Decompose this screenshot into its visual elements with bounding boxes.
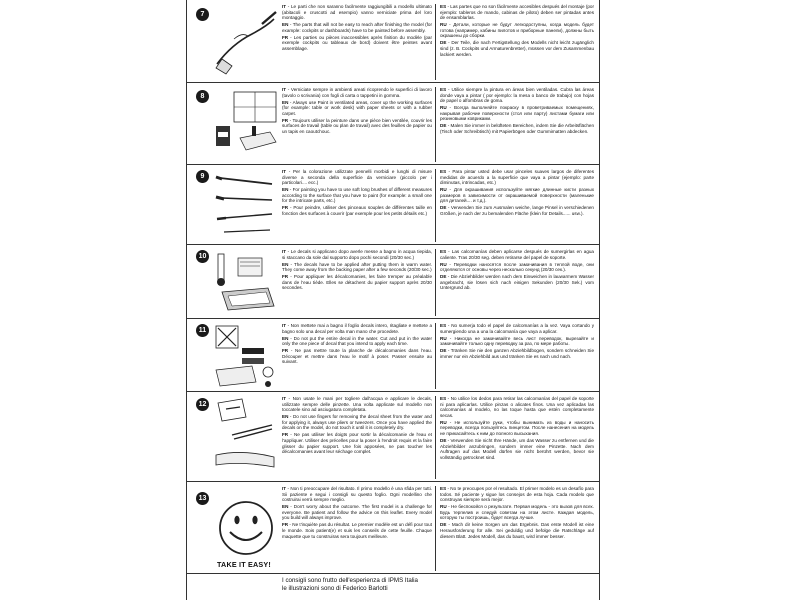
lang-fr-label: FR — [282, 117, 289, 123]
lang-es-label: ES — [440, 169, 447, 174]
step-9-fr: Pour peindre, utiliser des pinceaux souples de différentes taille en fonction des surfaces à couvrir (par exemple pour les petits détails etc.) — [282, 205, 432, 216]
lang-fr-label: FR — [282, 348, 289, 354]
step-10-right-text: ES - Las calcomanías deben aplicarse después de sumergirlas en agua caliente. Tras 20/30 seg. deben retirarse del papel de soporte. RU - Переводки наносятся после замачивания в теплой воде, они отделяются от основы через несколько секунд (20/30 сек.). DE - Die Abziehbilder werden nach dem Einweichen in lauwarmem Wasser angebracht, sie lösen sich nach einigen Sekunden (20/30 Sek.) vom Untergrund ab. — [440, 249, 594, 291]
lang-en-label: EN — [282, 504, 289, 510]
step-number-8: 8 — [196, 90, 209, 103]
ventilated-workspace-illustration — [212, 86, 280, 162]
lang-ru-label: RU — [440, 261, 447, 267]
step-12-right-text: ES - No utilice los dedos para retirar las calcomanías del papel de soporte ni para aplicarlas. Utilice pinzas o alicates finos. Una vez aplicadas las calcomanías al modelo, no las toque hasta que estén completamente secas. RU - Не используйте руки, чтобы вынимать из воды и наносить переводки, всегда пользуйтесь пинцетом. После нанесения на модель не прикасайтесь к ним до полного высыхания. DE - Verwenden Sie nicht Ihre Hände, um das Wasser zu entfernen und die Abziehbilder anzubringen, sondern immer eine Pinzette. Nach dem Auftragen auf das Modell dürfen sie nicht berührt werden, bevor sie vollständig getrocknet sind. — [440, 396, 594, 460]
step-12-it: Non usate le mani per togliere dall'acqua e applicare le decals, utilizzate sempre delle pinzette. Una volta applicate sul modello non toccatele sino ad asciugatura completata. — [282, 396, 432, 413]
lang-es-label: ES — [440, 396, 447, 401]
lang-ru-label: RU — [440, 504, 447, 510]
step-7-left-text: IT - Le parti che non saranno facilmente raggiungibili a modello ultimato (abitacoli e cruscotti ad esempio) vanno verniciate prima del loro montaggio. EN - The parts that will not be easy to reach after finishing the model (for example: cockpits or dashboards) have to be painted before assembly. FR - Les parties ou pièces inaccessibles après finition du modèle (par exemple cockpits ou tableaux de bord) doivent être peintes avant assemblage. — [282, 4, 436, 80]
lang-fr-label: FR — [282, 34, 289, 40]
lang-en-label: EN — [282, 99, 289, 105]
step-number-11: 11 — [196, 324, 209, 337]
step-9-en: For painting you have to use soft long brushes of different measures according to the surface that you have to paint (for example: a small one for the intricate parts, etc.) — [282, 187, 432, 204]
lang-ru-label: RU — [440, 22, 447, 28]
step-10-es: Las calcomanías deben aplicarse después de sumergirlas en agua caliente. Tras 20/30 seg. deben retirarse del papel de soporte. — [440, 249, 594, 260]
step-number-9: 9 — [196, 170, 209, 183]
lang-ru-label: RU — [440, 419, 447, 425]
step-number-13: 13 — [196, 492, 209, 505]
lang-it-label: IT — [282, 169, 287, 174]
step-8-es: Utilice siempre la pintura en áreas bien ventiladas. Cubra las áreas donde vaya a pintar ( por ejemplo: la mesa o banco de trabajo) con hojas de papel o alfombras de goma. — [440, 87, 594, 104]
step-number-12: 12 — [196, 398, 209, 411]
lang-fr-label: FR — [282, 274, 289, 280]
step-12-en: Do not use fingers for removing the decal sheet from the water and for applying it, always use pliers or tweezers. Once you have applied the decals on the model, do not touch it until it is completely dry. — [282, 414, 432, 431]
lang-es-label: ES — [440, 249, 447, 254]
lang-en-label: EN — [282, 22, 289, 28]
step-9-it: Per la colorazione utilizzate pennelli morbidi e lunghi di misure diverse a seconda della superficie da verniciare (piccolo per i particolari.... ecc.) — [282, 169, 432, 186]
lang-en-label: EN — [282, 187, 289, 193]
step-7-it: Le parti che non saranno facilmente raggiungibili a modello ultimato (abitacoli e cruscotti ad esempio) vanno verniciate prima del loro montaggio. — [282, 4, 432, 21]
lang-de-label: DE — [440, 123, 447, 129]
lang-it-label: IT — [282, 87, 287, 92]
step-number-7: 7 — [196, 8, 209, 21]
step-9-de: Verwenden Sie zum Ausmalen weiche, lange Pinsel in verschiedenen Größen, je nach der zu bemalenden Fläche (klein für Details...... usw.). — [440, 205, 594, 216]
step-number-10: 10 — [196, 250, 209, 263]
step-12-fr: Ne pas utiliser les doigts pour sortir la décalcomanie de l'eau et l'appliquer. Utiliser des précelles pour la poser à l'endroit requis et la faire glisser du papier support. Une fois apposées, ne pas toucher les décalcomanies avant leur séchage complet. — [282, 432, 432, 455]
smiley-face-icon — [212, 498, 280, 558]
lang-en-label: EN — [282, 414, 289, 420]
step-12-ru: Не используйте руки, чтобы вынимать из воды и наносить переводки, всегда пользуйтесь пинцетом. После нанесения на модель не прикасайтесь к ним до полного высыхания. — [440, 419, 594, 436]
tweezers-illustration — [212, 395, 280, 479]
step-11-it: Non mettete mai a bagno il foglio decals intero, ritagliate e mettete a bagno solo una decal per volta man mano che procedete. — [282, 323, 433, 334]
brushes-illustration — [212, 168, 280, 242]
step-11-right-text: ES - No sumerja todo el papel de calcomanías a la vez. Vaya cortando y sumergiendo una a una la calcomanía que vaya a aplicar. RU - Никогда не замачивайте весь лист переводок, вырезайте и замачивайте только одну переводку за раз, по мере работы. DE - Tränken Sie nie den ganzen Abziehbildbogen, sondern schneiden Sie immer nur ein Abziehbild aus und tränken Sie es nach und nach. — [440, 323, 594, 359]
step-7-ru: Детали, которые не будут легкодоступны, когда модель будет готова (например, кабины пилотов и приборные панели), должны быть окрашены до сборки. — [440, 22, 594, 39]
step-8-it: Verniciate sempre in ambienti areati ricoprendo le superfici di lavoro (tavolo o scrivania) con fogli di carta o tappetini in gomma. — [282, 87, 432, 98]
step-13-de: Mach dir keine Sorgen um das Ergebnis. Das erste Modell ist eine Herausforderung für alle. Sei geduldig und befolge die Ratschläge auf diesem Blatt. Jedes Modell, das du baust, wird immer besser. — [440, 522, 594, 539]
step-7-es: Las partes que no son fácilmente accesibles después del montaje (por ejemplo: tableros de mando, cabinas de piloto) deben ser pintadas antes de ensamblarlas. — [440, 4, 594, 21]
step-11-ru: Никогда не замачивайте весь лист переводок, вырезайте и замачивайте только одну переводку за раз, по мере работы. — [440, 335, 594, 347]
decal-water-illustration — [212, 248, 280, 316]
lang-it-label: IT — [282, 486, 287, 491]
lang-de-label: DE — [440, 437, 447, 443]
step-13-ru: Не беспокойся о результате. Первая модель - это вызов для всех. Будь терпелив и следуй советам на этом листе. Каждая модель, которую ты построишь, будет всегда лучше. — [440, 504, 594, 521]
lang-fr-label: FR — [282, 522, 289, 528]
step-8-left-text: IT - Verniciate sempre in ambienti areati ricoprendo le superfici di lavoro (tavolo o scrivania) con fogli di carta o tappetini in gomma. EN - Always use Paint in ventilated areas, cover up the working surfaces (for example: table or work desk) with paper sheets or with a rubber carpet. FR - Toujours utiliser la peinture dans une pièce bien ventilée, couvrir les surfaces de travail (table ou plan de travail) avec des feuilles de papier ou un tapis en caoutchouc. — [282, 87, 436, 162]
credits-line-2: le illustrazioni sono di Federico Barlotti — [282, 584, 388, 592]
lang-it-label: IT — [282, 249, 287, 254]
step-11-de: Tränken Sie nie den ganzen Abziehbildbogen, sondern schneiden Sie immer nur ein Abziehbild aus und tränken Sie es nach und nach. — [440, 348, 594, 359]
lang-en-label: EN — [282, 261, 289, 267]
step-10-de: Die Abziehbilder werden nach dem Einweichen in lauwarmem Wasser angebracht, sie lösen sich nach einigen Sekunden (20/30 Sek.) vom Untergrund ab. — [440, 274, 594, 291]
cut-decal-illustration — [212, 322, 280, 390]
step-9-right-text: ES - Para pintar usted debe usar pinceles suaves largos de diferentes medidas de acuerdo a la superficie que vaya a pintar (ejemplo: parte diminutas, intrincadas, etc.) RU - Для окрашивания используйте мягкие длинные кисти разных размеров в зависимости от окрашиваемой поверхности (маленькие для деталей.... и т.д.). DE - Verwenden Sie zum Ausmalen weiche, lange Pinsel in verschiedenen Größen, je nach der zu bemalenden Fläche (klein für Details...... usw.). — [440, 169, 594, 216]
lang-en-label: EN — [282, 335, 289, 341]
step-12-de: Verwenden Sie nicht Ihre Hände, um das Wasser zu entfernen und die Abziehbilder anzubringen, sondern immer eine Pinzette. Nach dem Auftragen auf das Modell dürfen sie nicht berührt werden, bevor sie vollständig getrocknet sind. — [440, 437, 594, 460]
step-8-right-text: ES - Utilice siempre la pintura en áreas bien ventiladas. Cubra las áreas donde vaya a pintar ( por ejemplo: la mesa o banco de trabajo) con hojas de papel o alfombras de goma. RU - Всегда выполняйте покраску в проветриваемых помещениях, накрывая рабочие поверхности (стол или парту) листами бумаги или резиновыми ковриками. DE - Malen Sie immer in belüfteten Bereichen, indem Sie die Arbeitsflächen (Tisch oder Schreibtisch) mit Papierbögen oder Gummimatten abdecken. — [440, 87, 594, 134]
step-11-left-text: IT - Non mettete mai a bagno il foglio decals intero, ritagliate e mettete a bagno solo una decal per volta man mano che procedete. EN - Do not put the entire decal in the water. Cut and put in the water only the one piece of decal that you intend to apply each time. FR - Ne pas mettre toute la planche de décalcomanies dans l'eau. Découper et mettre dans l'eau le motif à poser. Passer ensuite au suivant. — [282, 323, 436, 389]
step-11-es: No sumerja todo el papel de calcomanías a la vez. Vaya cortando y sumergiendo una a una la calcomanía que vaya a aplicar. — [440, 323, 594, 334]
credits-line-1: I consigli sono frutto dell'esperienza di IPMS Italia — [282, 577, 419, 584]
step-10-fr: Pour appliquer les décalcomanies, les faire tremper au préalable dans de l'eau tiède. Elles se détachent du papier support après 20/30 secondes. — [282, 274, 432, 291]
step-7-fr: Les parties ou pièces inaccessibles après finition du modèle (par exemple cockpits ou tableaux de bord) doivent être peintes avant assemblage. — [282, 34, 432, 51]
lang-ru-label: RU — [440, 105, 447, 111]
step-7-en: The parts that will not be easy to reach after finishing the model (for example: cockpits or dashboards) have to be painted before assembly. — [282, 22, 433, 33]
lang-de-label: DE — [440, 40, 447, 46]
lang-de-label: DE — [440, 522, 447, 528]
step-8-de: Malen Sie immer in belüfteten Bereichen, indem Sie die Arbeitsflächen (Tisch oder Schreibtisch) mit Papierbögen oder Gummimatten abdecken. — [440, 123, 594, 134]
lang-it-label: IT — [282, 323, 287, 328]
lang-de-label: DE — [440, 274, 447, 280]
take-it-easy-caption: TAKE IT EASY! — [217, 560, 271, 569]
step-13-right-text: ES - No te preocupes por el resultado. El primer modelo es un desafío para todos. Sé paciente y sigue los consejos de esta hoja. Cada modelo que construyas siempre será mejor. RU - Не беспокойся о результате. Первая модель - это вызов для всех. Будь терпелив и следуй советам на этом листе. Каждая модель, которую ты построишь, будет всегда лучше. DE - Mach dir keine Sorgen um das Ergebnis. Das erste Modell ist eine Herausforderung für alle. Sei geduldig und befolge die Ratschläge auf diesem Blatt. Jedes Modell, das du baust, wird immer besser. — [440, 486, 594, 539]
step-10-left-text: IT - Le decals si applicano dopo averle messe a bagno in acqua tiepida, si staccano da sole dal supporto dopo pochi secondi (20/30 sec.) EN - The decals have to be applied after putting them in warm water. They come away from the backing paper after a few seconds (20/30 sec.) FR - Pour appliquer les décalcomanies, les faire tremper au préalable dans de l'eau tiède. Elles se détachent du papier support après 20/30 secondes. — [282, 249, 436, 316]
step-9-left-text: IT - Per la colorazione utilizzate pennelli morbidi e lunghi di misure diverse a seconda della superficie da verniciare (piccolo per i particolari.... ecc.) EN - For painting you have to use soft long brushes of different measures according to the surface that you have to paint (for example: a small one for the intricate parts, etc.) FR - Pour peindre, utiliser des pinceaux souples de différentes taille en fonction des surfaces à couvrir (par exemple pour les petits détails etc.) — [282, 169, 436, 242]
lang-fr-label: FR — [282, 205, 289, 211]
brush-painting-illustration — [212, 4, 280, 80]
step-13-es: No te preocupes por el resultado. El primer modelo es un desafío para todos. Sé paciente y sigue los consejos de esta hoja. Cada modelo que construyas siempre será mejor. — [440, 486, 594, 503]
step-8-fr: Toujours utiliser la peinture dans une pièce bien ventilée, couvrir les surfaces de travail (table ou plan de travail) avec des feuilles de papier ou un tapis en caoutchouc. — [282, 117, 432, 134]
lang-de-label: DE — [440, 205, 447, 211]
step-7-right-text: ES - Las partes que no son fácilmente accesibles después del montaje (por ejemplo: tableros de mando, cabinas de piloto) deben ser pintadas antes de ensamblarlas. RU - Детали, которые не будут легкодоступны, когда модель будет готова (например, кабины пилотов и приборные панели), должны быть окрашены до сборки. DE - Der Teile, die nach Fertigstellung des Modells nicht leicht zugänglich sind (z. B. Cockpits und Armaturenbretter), müssen vor dem Zusammenbau lackiert werden. — [440, 4, 594, 57]
step-11-en: Do not put the entire decal in the water. Cut and put in the water only the one piece of decal that you intend to apply each time. — [282, 335, 432, 347]
step-10-it: Le decals si applicano dopo averle messe a bagno in acqua tiepida, si staccano da sole dal supporto dopo pochi secondi (20/30 sec.) — [282, 249, 432, 260]
step-13-en: Don't worry about the outcome. The first model is a challenge for everyone. Be patient and follow the advice on this leaflet. Every model you build will always improve. — [282, 504, 432, 521]
step-11-fr: Ne pas mettre toute la planche de décalcomanies dans l'eau. Découper et mettre dans l'eau le motif à poser. Passer ensuite au suivant. — [282, 348, 432, 365]
lang-es-label: ES — [440, 323, 447, 328]
lang-es-label: ES — [440, 87, 447, 92]
step-12-es: No utilice los dedos para retirar las calcomanías del papel de soporte ni para aplicarlas. Utilice pinzas o alicates finos. Una vez aplicadas las calcomanías al modelo, no las toque hasta que estén completamente secas. — [440, 396, 594, 418]
lang-de-label: DE — [440, 348, 447, 354]
lang-fr-label: FR — [282, 432, 289, 438]
lang-es-label: ES — [440, 486, 447, 491]
credits-footer — [282, 577, 418, 592]
step-13-left-text: IT - Non ti preoccupare del risultato. Il primo modello è una sfida per tutti. Sii paziente e segui i consigli su questo foglio. Ogni modellino che costruirai verrà sempre meglio. EN - Don't worry about the outcome. The first model is a challenge for everyone. Be patient and follow the advice on this leaflet. Every model you build will always improve. FR - Ne t'inquiète pas du résultat. Le premier modèle est un défi pour tout le monde. Sois patient(e) et suis les conseils de cette feuille. Chaque maquette que tu construiras sera toujours meilleure. — [282, 486, 436, 571]
step-13-fr: Ne t'inquiète pas du résultat. Le premier modèle est un défi pour tout le monde. Sois patient(e) et suis les conseils de cette feuille. Chaque maquette que tu construiras sera toujours meilleure. — [282, 522, 432, 539]
step-7-de: Der Teile, die nach Fertigstellung des Modells nicht leicht zugänglich sind (z. B. Cockpits und Armaturenbretter), müssen vor dem Zusammenbau lackiert werden. — [440, 40, 594, 57]
step-8-en: Always use Paint in ventilated areas, cover up the working surfaces (for example: table or work desk) with paper sheets or with a rubber carpet. — [282, 99, 432, 116]
step-10-en: The decals have to be applied after putting them in warm water. They come away from the backing paper after a few seconds (20/30 sec.) — [282, 261, 432, 273]
step-12-left-text: IT - Non usate le mani per togliere dall'acqua e applicare le decals, utilizzate sempre delle pinzette. Una volta applicate sul modello non toccatele sino ad asciugatura completata. EN - Do not use fingers for removing the decal sheet from the water and for applying it, always use pliers or tweezers. Once you have applied the decals on the model, do not touch it until it is completely dry. FR - Ne pas utiliser les doigts pour sortir la décalcomanie de l'eau et l'appliquer. Utiliser des précelles pour la poser à l'endroit requis et la faire glisser du papier support. Une fois apposées, ne pas toucher les décalcomanies avant leur séchage complet. — [282, 396, 436, 479]
lang-ru-label: RU — [440, 335, 447, 341]
step-9-es: Para pintar usted debe usar pinceles suaves largos de diferentes medidas de acuerdo a la superficie que vaya a pintar (ejemplo: parte diminutas, intrincadas, etc.) — [440, 169, 594, 186]
step-10-ru: Переводки наносятся после замачивания в теплой воде, они отделяются от основы через несколько секунд (20/30 сек.). — [440, 261, 594, 273]
step-13-it: Non ti preoccupare del risultato. Il primo modello è una sfida per tutti. Sii paziente e segui i consigli su questo foglio. Ogni modellino che costruirai verrà sempre meglio. — [282, 486, 432, 503]
lang-it-label: IT — [282, 4, 287, 9]
lang-es-label: ES — [440, 4, 447, 9]
lang-it-label: IT — [282, 396, 287, 401]
step-9-ru: Для окрашивания используйте мягкие длинные кисти разных размеров в зависимости от окрашиваемой поверхности (маленькие для деталей.... и т.д.). — [440, 187, 594, 204]
step-8-ru: Всегда выполняйте покраску в проветриваемых помещениях, накрывая рабочие поверхности (стол или парту) листами бумаги или резиновыми ковриками. — [440, 105, 594, 122]
lang-ru-label: RU — [440, 187, 447, 193]
